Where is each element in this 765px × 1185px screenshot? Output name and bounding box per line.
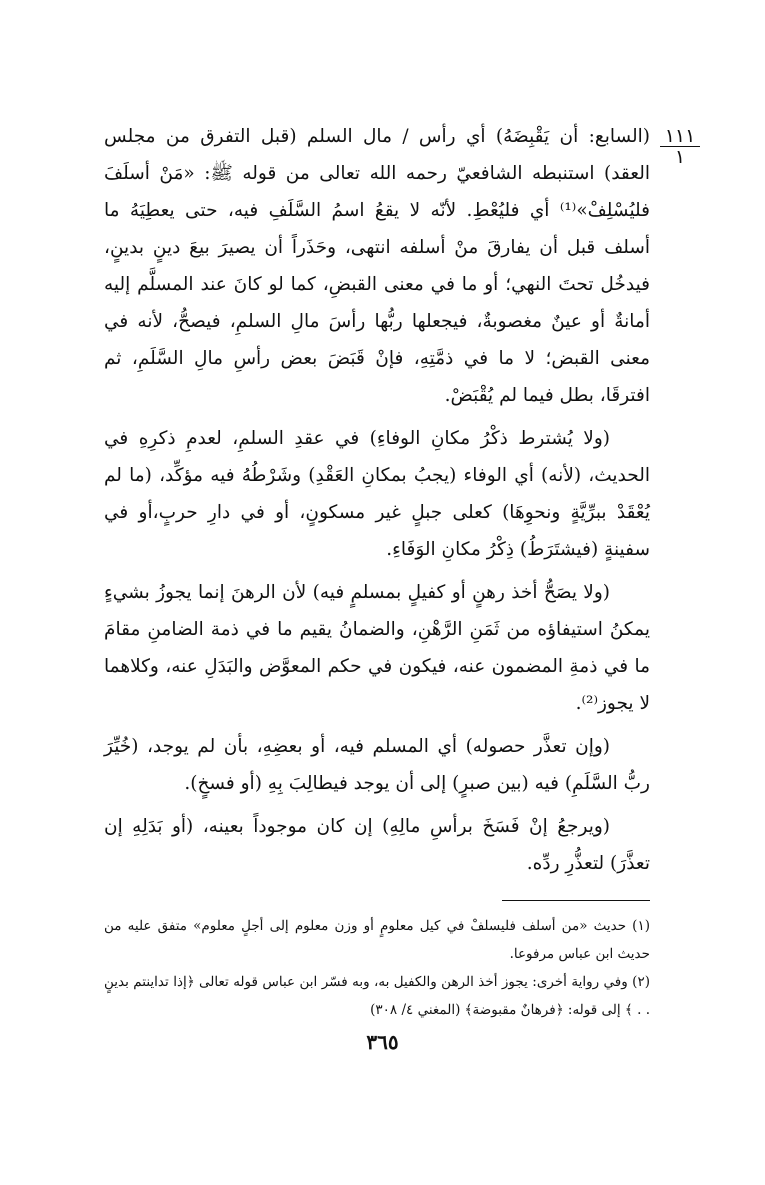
paragraph-seventh-condition: (السابع: أن يَقْبِضَهُ) أي رأس / مال السلم (قبل التفرق من مجلس العقد) استنبطه الشافعيّ رحمه الله تعالى من قوله ﷺ: «مَنْ أسلَفَ فليُسْلِفْ»⁽¹⁾ أي فليُعْطِ. لأنّه لا يقعُ اسمُ السَّلَفِ فيه، حتى يعطِيَهُ ما أسلف قبل أن يفارقَ منْ أسلفه انتهى، وحَذَراً أن يصيرَ بيعَ دينٍ بدينٍ، فيدخُل تحتَ النهي؛ أو ما في معنى القبضِ، كما لو كانَ عند المسلَّم إليه أمانةٌ أو عينٌ مغصوبةٌ، فيجعلها ربُّها رأسَ مالِ السلمِ، فيصحُّ، لأنه في معنى القبض؛ لا ما في ذمَّتِهِ، فإنْ قَبَضَ بعض رأسِ مالِ السَّلَمِ، ثم افترقَا، بطل فيما لم يُقْبَضْ. [104, 126, 650, 406]
footnote-1: (١) حديث «من أسلف فليسلفْ في كيل معلومٍ أو وزن معلوم إلى أجلٍ معلوم» متفق عليه من حديث ابن عباس مرفوعا. [104, 918, 650, 962]
main-text [104, 118, 650, 888]
margin-bottom-number: ١ [660, 146, 700, 167]
footnote-separator [502, 900, 650, 901]
paragraph-pledge-guarantor: (ولا يصَحُّ أخذ رهنٍ أو كفيلٍ بمسلمٍ فيه) لأن الرهنَ إنما يجوزُ بشيءٍ يمكنُ استيفاؤه من ثَمَنِ الرَّهْنِ، والضمانُ يقيم ما في ذمة الضامنِ مقامَ ما في ذمةِ المضمون عنه، فيكون في حكم المعوَّض والبَدَلِ عنه، وكلاهما لا يجوز⁽²⁾. [104, 582, 650, 714]
paragraph-unavailability: (وإن تعذَّر حصوله) أي المسلم فيه، أو بعضِهِ، بأن لم يوجد، (خُيِّرَ ربُّ السَّلَمِ) فيه (بين صبرٍ) إلى أن يوجد فيطالِبَ بِهِ (أو فسخٍ). [104, 736, 650, 794]
margin-page-reference [660, 126, 700, 167]
page-number: ٣٦٥ [366, 1030, 399, 1054]
paragraph-place-of-delivery: (ولا يُشترط ذكْرُ مكانِ الوفاءِ) في عقدِ السلمِ، لعدمِ ذكرِهِ في الحديث، (لأنه) أي الوفاء (يجبُ بمكانِ العَقْدِ) وشَرْطُهُ فيه مؤكِّد، (ما لم يُعْقَدْ ببرِّيَّةٍ ونحوِهَا) كعلى جبلٍ غير مسكونٍ، أو في دارِ حربٍ،أو في سفينةٍ (فيشتَرَطُ) ذِكْرُ مكانِ الوَفَاءِ. [104, 428, 650, 560]
paragraph-return-capital: (ويرجعُ إنْ فَسَخَ برأسِ مالِهِ) إن كان موجوداً بعينه، (أو بَدَلِهِ إن تعذَّرَ) لتعذُّرِ ردِّه. [104, 816, 650, 874]
footnote-2: (٢) وفي رواية أخرى: يجوز أخذ الرهن والكفيل به، وبه فسّر ابن عباس قوله تعالى ﴿إذا تداينتم بدينٍ . . ﴾ إلى قوله: ﴿فرهانٌ مقبوضة﴾ (المغني ٤/ ٣٠٨) [104, 974, 650, 1018]
footnotes [104, 912, 650, 1024]
margin-top-number: ١١١ [664, 125, 696, 147]
